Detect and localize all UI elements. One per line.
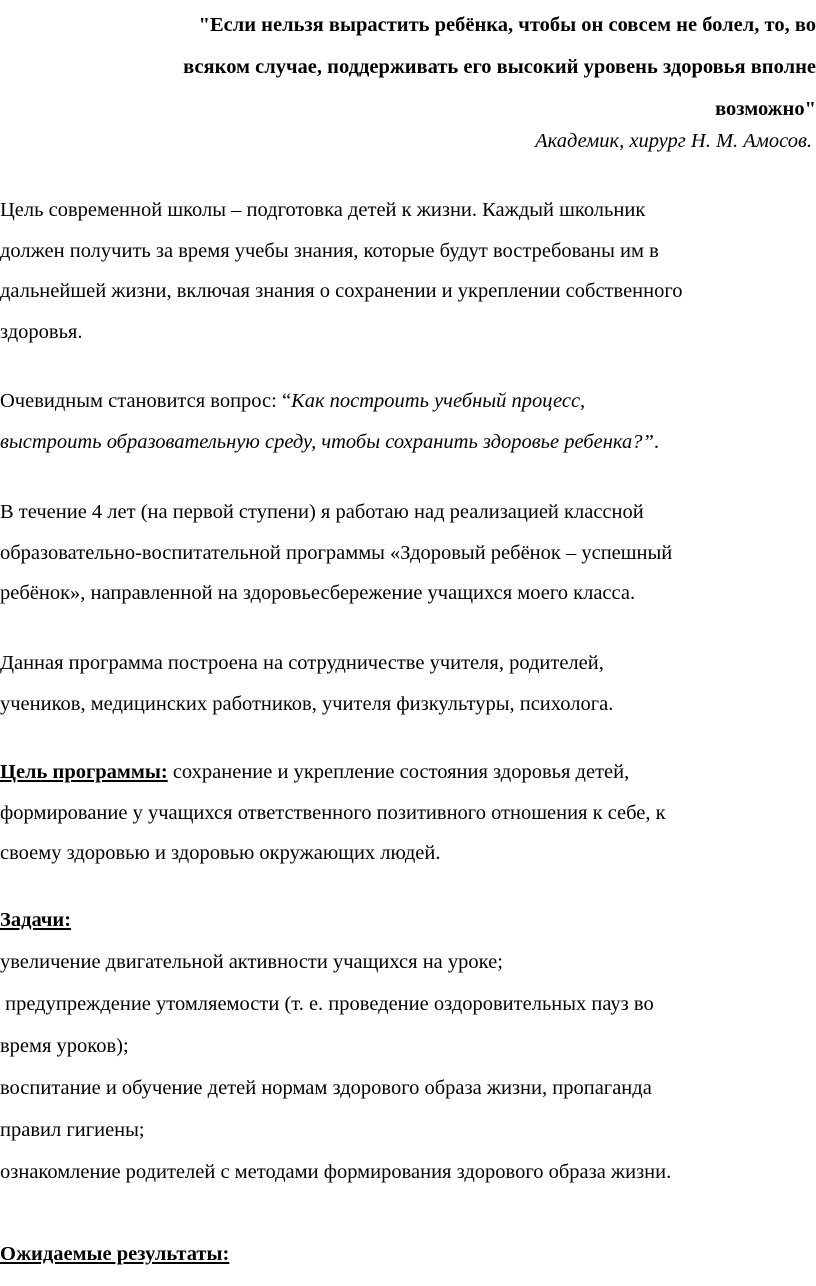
text-line: [0, 752, 816, 793]
task-item: время уроков);: [0, 1035, 129, 1057]
tasks-section: [0, 899, 816, 1193]
text-line: своему здоровью и здоровью окружающих людей.: [0, 842, 441, 864]
text-line: [0, 422, 816, 463]
text-line: должен получить за время учебы знания, которые будут востребованы им в: [0, 239, 659, 262]
expected-results-heading: Ожидаемые результаты:: [0, 1243, 230, 1265]
text-line: образовательно-воспитательной программы «Здоровый ребёнок – успешный: [0, 541, 673, 564]
epigraph-line: возможно": [715, 98, 816, 120]
task-item: воспитание и обучение детей нормам здорового образа жизни, пропаганда: [0, 1077, 652, 1099]
question-italic: выстроить образовательную среду, чтобы сохранить здоровье ребенка?”: [0, 430, 654, 453]
text-line: ребёнок», направленной на здоровьесбережение учащихся моего класса.: [0, 582, 636, 604]
task-item: предупреждение утомляемости (т. е. проведение оздоровительных пауз во: [0, 993, 654, 1015]
text-line: [0, 381, 816, 422]
text-line: учеников, медицинских работников, учителя физкультуры, психолога.: [0, 692, 614, 715]
epigraph-line: всяком случае, поддерживать его высокий уровень здоровья вполне: [183, 56, 816, 78]
question-italic: Как построить учебный процесс,: [291, 390, 586, 412]
goal-paragraph: [0, 752, 816, 874]
text-line: Данная программа построена на сотрудничестве учителя, родителей,: [0, 652, 604, 674]
task-item: ознакомление родителей с методами формирования здорового образа жизни.: [0, 1161, 672, 1183]
task-item: правил гигиены;: [0, 1119, 145, 1141]
question-suffix: .: [653, 430, 659, 453]
task-item: увеличение двигательной активности учащихся на уроке;: [0, 951, 503, 973]
goal-heading: Цель программы:: [0, 761, 168, 783]
text-line: дальнейшей жизни, включая знания о сохранении и укреплении собственного: [0, 280, 683, 302]
goal-text: сохранение и укрепление состояния здоровья детей,: [167, 761, 630, 783]
intro-paragraph: [0, 190, 816, 352]
cooperation-paragraph: [0, 643, 816, 724]
tasks-heading: Задачи:: [0, 909, 72, 931]
epigraph-quote: [20, 4, 816, 130]
text-line: здоровья.: [0, 320, 83, 343]
program-intro-paragraph: [0, 492, 816, 614]
text-line: Цель современной школы – подготовка детей к жизни. Каждый школьник: [0, 199, 646, 221]
text-line: формирование у учащихся ответственного позитивного отношения к себе, к: [0, 801, 666, 824]
epigraph-attribution: Академик, хирург Н. М. Амосов.: [535, 130, 812, 152]
text-line: В течение 4 лет (на первой ступени) я работаю над реализацией классной: [0, 501, 644, 523]
epigraph-line: "Если нельзя вырастить ребёнка, чтобы он совсем не болел, то, во: [198, 14, 816, 36]
question-prefix: Очевидным становится вопрос: “: [0, 390, 292, 412]
expected-results-section: [0, 1234, 816, 1275]
question-paragraph: [0, 381, 816, 462]
